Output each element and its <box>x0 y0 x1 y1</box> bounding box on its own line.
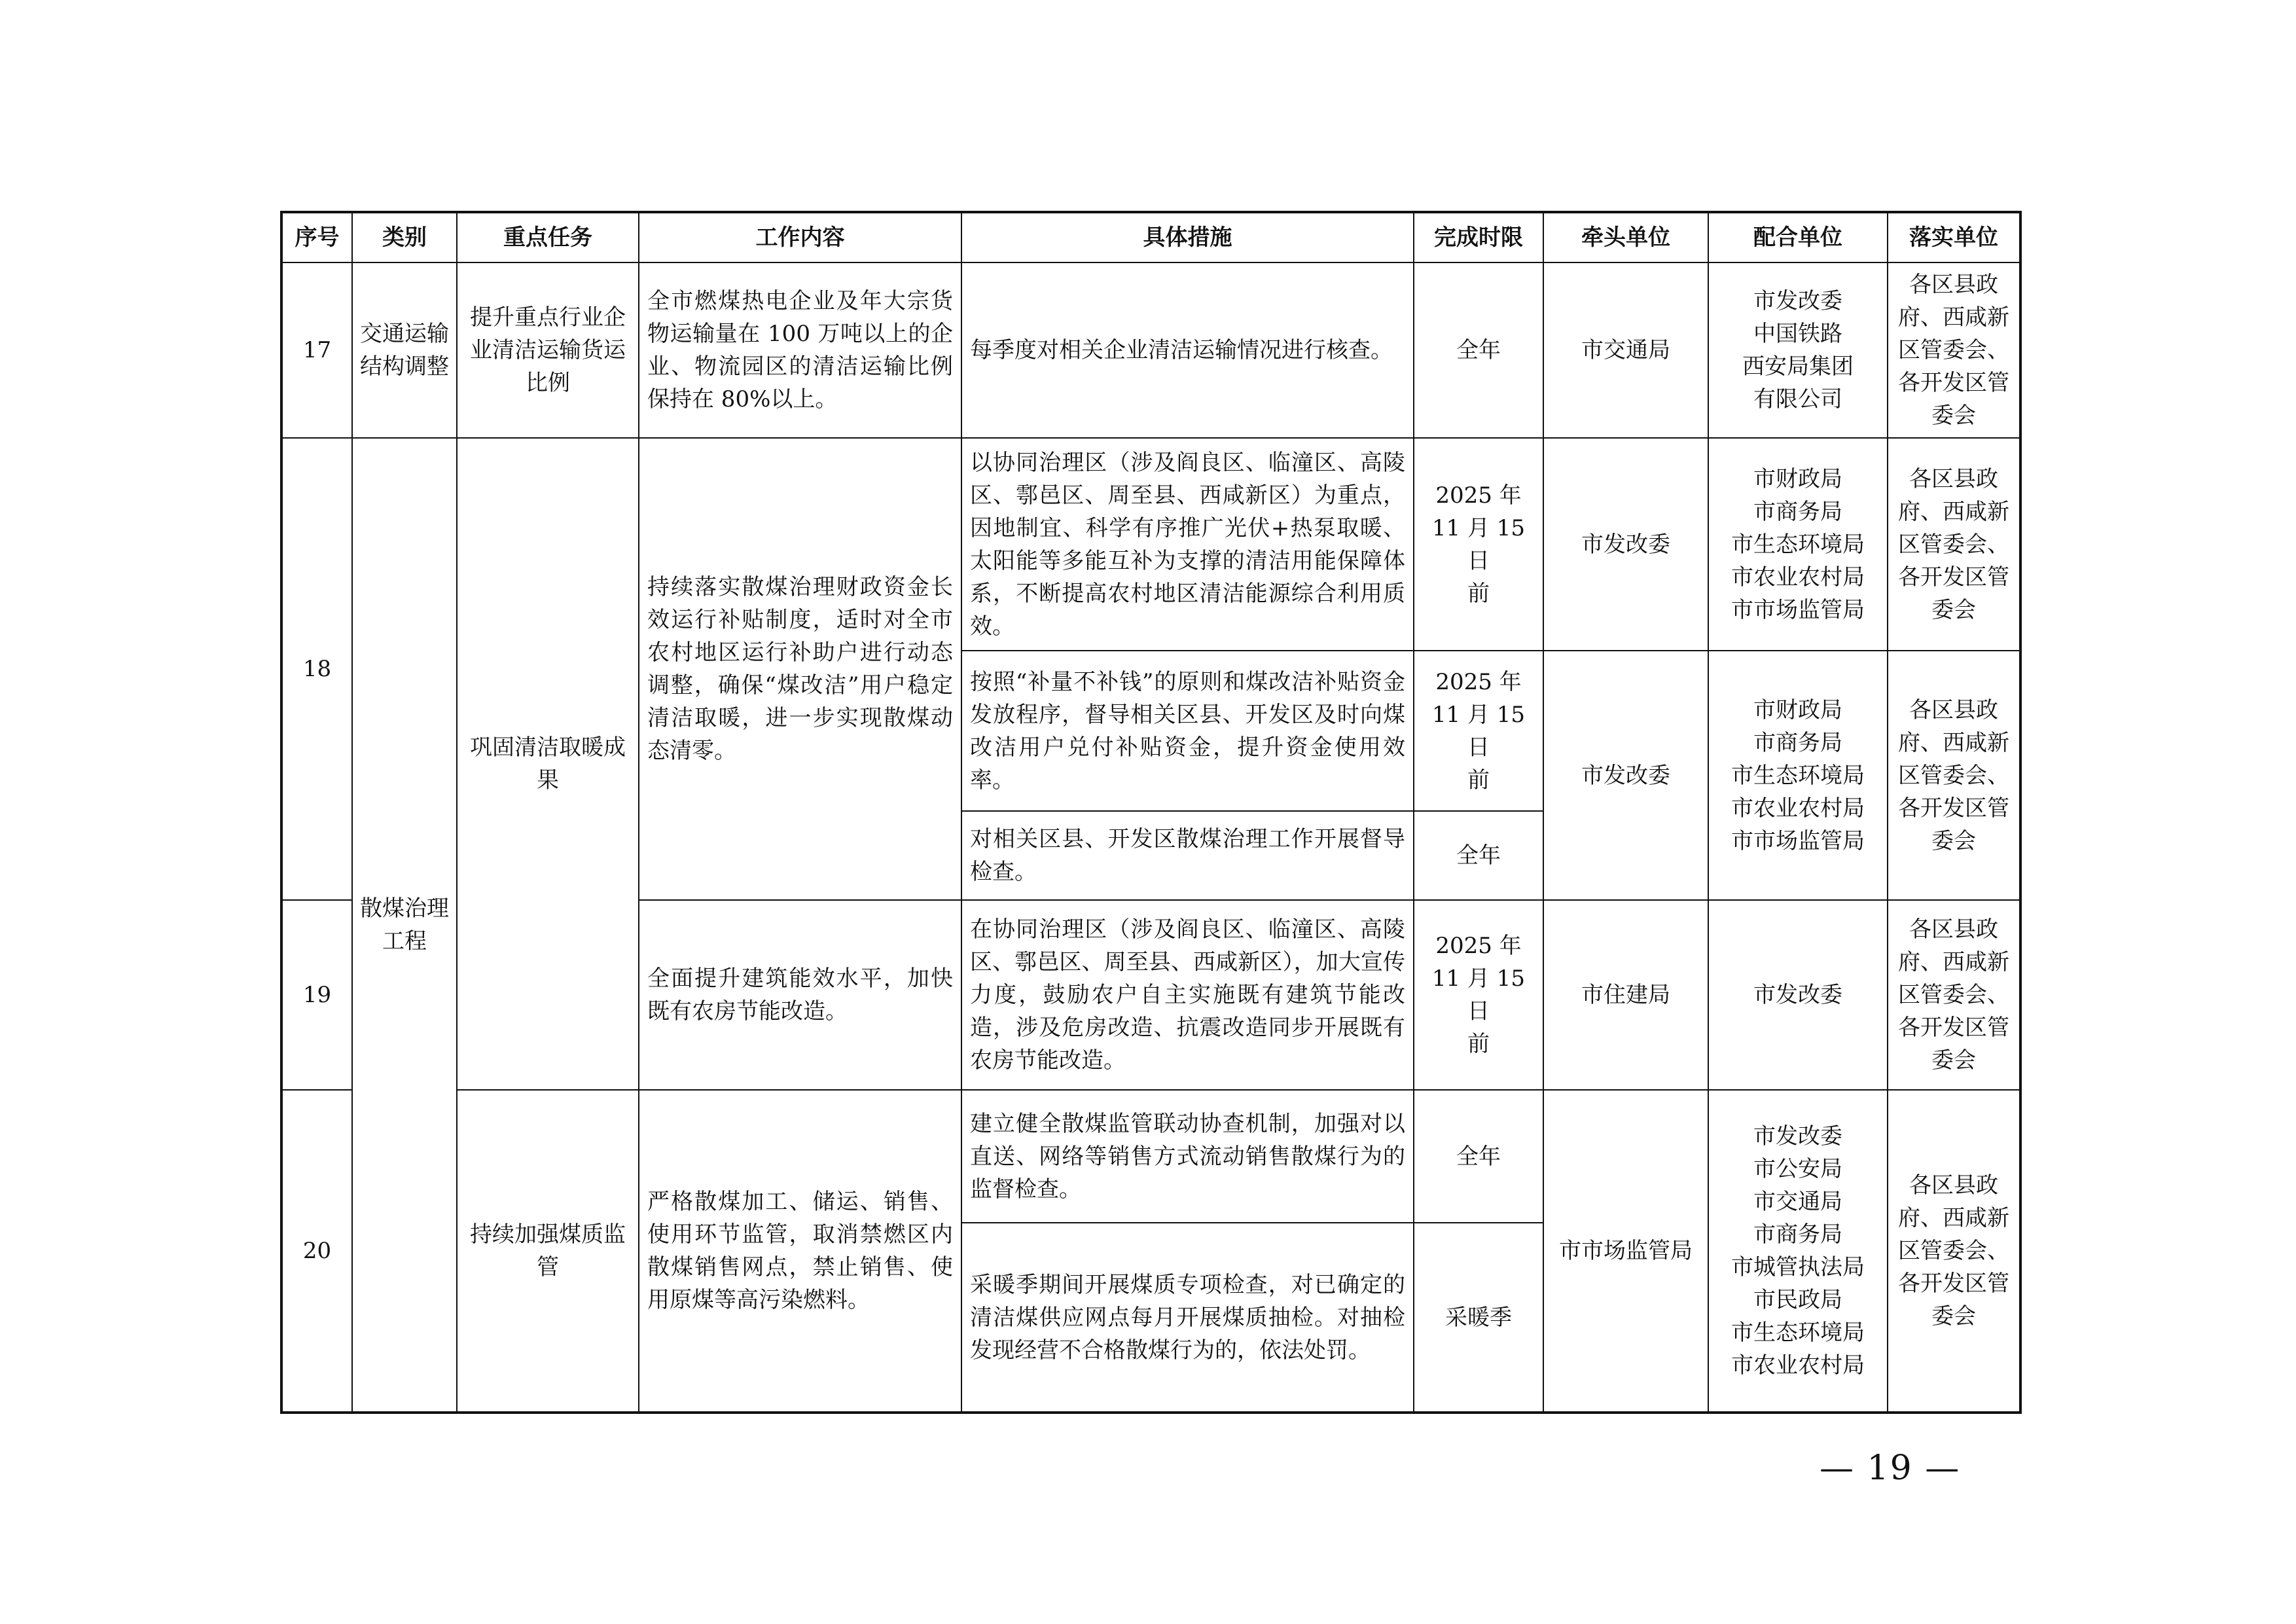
impl-units-cell: 各区县政府、西咸新区管委会、各开发区管委会 <box>1888 651 2020 900</box>
measure-cell: 在协同治理区（涉及阎良区、临潼区、高陵区、鄠邑区、周至县、西咸新区），加大宣传力度，鼓励农户自主实施既有建筑节能改造，涉及危房改造、抗震改造同步开展既有农房节能改造。 <box>961 900 1414 1090</box>
lead-unit-cell: 市发改委 <box>1543 438 1708 651</box>
header-work-content: 工作内容 <box>639 212 961 262</box>
deadline-cell: 2025 年 11 月 15 日 前 <box>1414 651 1543 811</box>
table-row <box>281 1090 2020 1223</box>
header-key-task: 重点任务 <box>457 212 639 262</box>
coop-units-cell: 市发改委 市公安局 市交通局 市商务局 市城管执法局 市民政局 市生态环境局 市农业农村局 <box>1708 1090 1888 1413</box>
serial-cell: 17 <box>281 262 352 438</box>
table-header-row <box>281 212 2020 262</box>
table-row <box>281 262 2020 438</box>
impl-units-cell: 各区县政府、西咸新区管委会、各开发区管委会 <box>1888 900 2020 1090</box>
measure-cell: 每季度对相关企业清洁运输情况进行核查。 <box>961 262 1414 438</box>
deadline-cell: 采暖季 <box>1414 1223 1543 1413</box>
measure-cell: 对相关区县、开发区散煤治理工作开展督导检查。 <box>961 811 1414 900</box>
page-number: — 19 — <box>1820 1449 1961 1488</box>
header-deadline: 完成时限 <box>1414 212 1543 262</box>
header-cooperating-units: 配合单位 <box>1708 212 1888 262</box>
deadline-cell: 2025 年 11 月 15 日 前 <box>1414 900 1543 1090</box>
header-serial: 序号 <box>281 212 352 262</box>
category-cell: 交通运输结构调整 <box>352 262 457 438</box>
key-task-cell: 持续加强煤质监管 <box>457 1090 639 1413</box>
lead-unit-cell: 市交通局 <box>1543 262 1708 438</box>
impl-units-cell: 各区县政府、西咸新区管委会、各开发区管委会 <box>1888 438 2020 651</box>
lead-unit-cell: 市发改委 <box>1543 651 1708 900</box>
header-specific-measures: 具体措施 <box>961 212 1414 262</box>
serial-cell: 18 <box>281 438 352 900</box>
category-cell: 散煤治理工程 <box>352 438 457 1413</box>
key-task-cell: 提升重点行业企业清洁运输货运比例 <box>457 262 639 438</box>
measure-cell: 建立健全散煤监管联动协查机制，加强对以直送、网络等销售方式流动销售散煤行为的监督检查。 <box>961 1090 1414 1223</box>
deadline-cell: 全年 <box>1414 1090 1543 1223</box>
serial-cell: 20 <box>281 1090 352 1413</box>
coop-units-cell: 市发改委 中国铁路 西安局集团 有限公司 <box>1708 262 1888 438</box>
serial-cell: 19 <box>281 900 352 1090</box>
measure-cell: 采暖季期间开展煤质专项检查，对已确定的清洁煤供应网点每月开展煤质抽检。对抽检发现经营不合格散煤行为的，依法处罚。 <box>961 1223 1414 1413</box>
work-content-cell: 持续落实散煤治理财政资金长效运行补贴制度，适时对全市农村地区运行补助户进行动态调整，确保“煤改洁”用户稳定清洁取暖，进一步实现散煤动态清零。 <box>639 438 961 900</box>
work-content-cell: 严格散煤加工、储运、销售、使用环节监管，取消禁燃区内散煤销售网点，禁止销售、使用原煤等高污染燃料。 <box>639 1090 961 1413</box>
deadline-cell: 2025 年 11 月 15 日 前 <box>1414 438 1543 651</box>
impl-units-cell: 各区县政府、西咸新区管委会、各开发区管委会 <box>1888 1090 2020 1413</box>
task-table <box>280 211 2022 1414</box>
coop-units-cell: 市财政局 市商务局 市生态环境局 市农业农村局 市市场监管局 <box>1708 438 1888 651</box>
measure-cell: 以协同治理区（涉及阎良区、临潼区、高陵区、鄠邑区、周至县、西咸新区）为重点，因地制宜、科学有序推广光伏+热泵取暖、太阳能等多能互补为支撑的清洁用能保障体系，不断提高农村地区清洁能源综合利用质效。 <box>961 438 1414 651</box>
coop-units-cell: 市财政局 市商务局 市生态环境局 市农业农村局 市市场监管局 <box>1708 651 1888 900</box>
deadline-cell: 全年 <box>1414 262 1543 438</box>
table-row <box>281 438 2020 651</box>
lead-unit-cell: 市市场监管局 <box>1543 1090 1708 1413</box>
header-lead-unit: 牵头单位 <box>1543 212 1708 262</box>
coop-units-cell: 市发改委 <box>1708 900 1888 1090</box>
header-implementing-units: 落实单位 <box>1888 212 2020 262</box>
work-content-cell: 全市燃煤热电企业及年大宗货物运输量在 100 万吨以上的企业、物流园区的清洁运输比例保持在 80%以上。 <box>639 262 961 438</box>
impl-units-cell: 各区县政府、西咸新区管委会、各开发区管委会 <box>1888 262 2020 438</box>
header-category: 类别 <box>352 212 457 262</box>
lead-unit-cell: 市住建局 <box>1543 900 1708 1090</box>
deadline-cell: 全年 <box>1414 811 1543 900</box>
key-task-cell: 巩固清洁取暖成果 <box>457 438 639 1090</box>
measure-cell: 按照“补量不补钱”的原则和煤改洁补贴资金发放程序，督导相关区县、开发区及时向煤改洁用户兑付补贴资金，提升资金使用效率。 <box>961 651 1414 811</box>
work-content-cell: 全面提升建筑能效水平，加快既有农房节能改造。 <box>639 900 961 1090</box>
